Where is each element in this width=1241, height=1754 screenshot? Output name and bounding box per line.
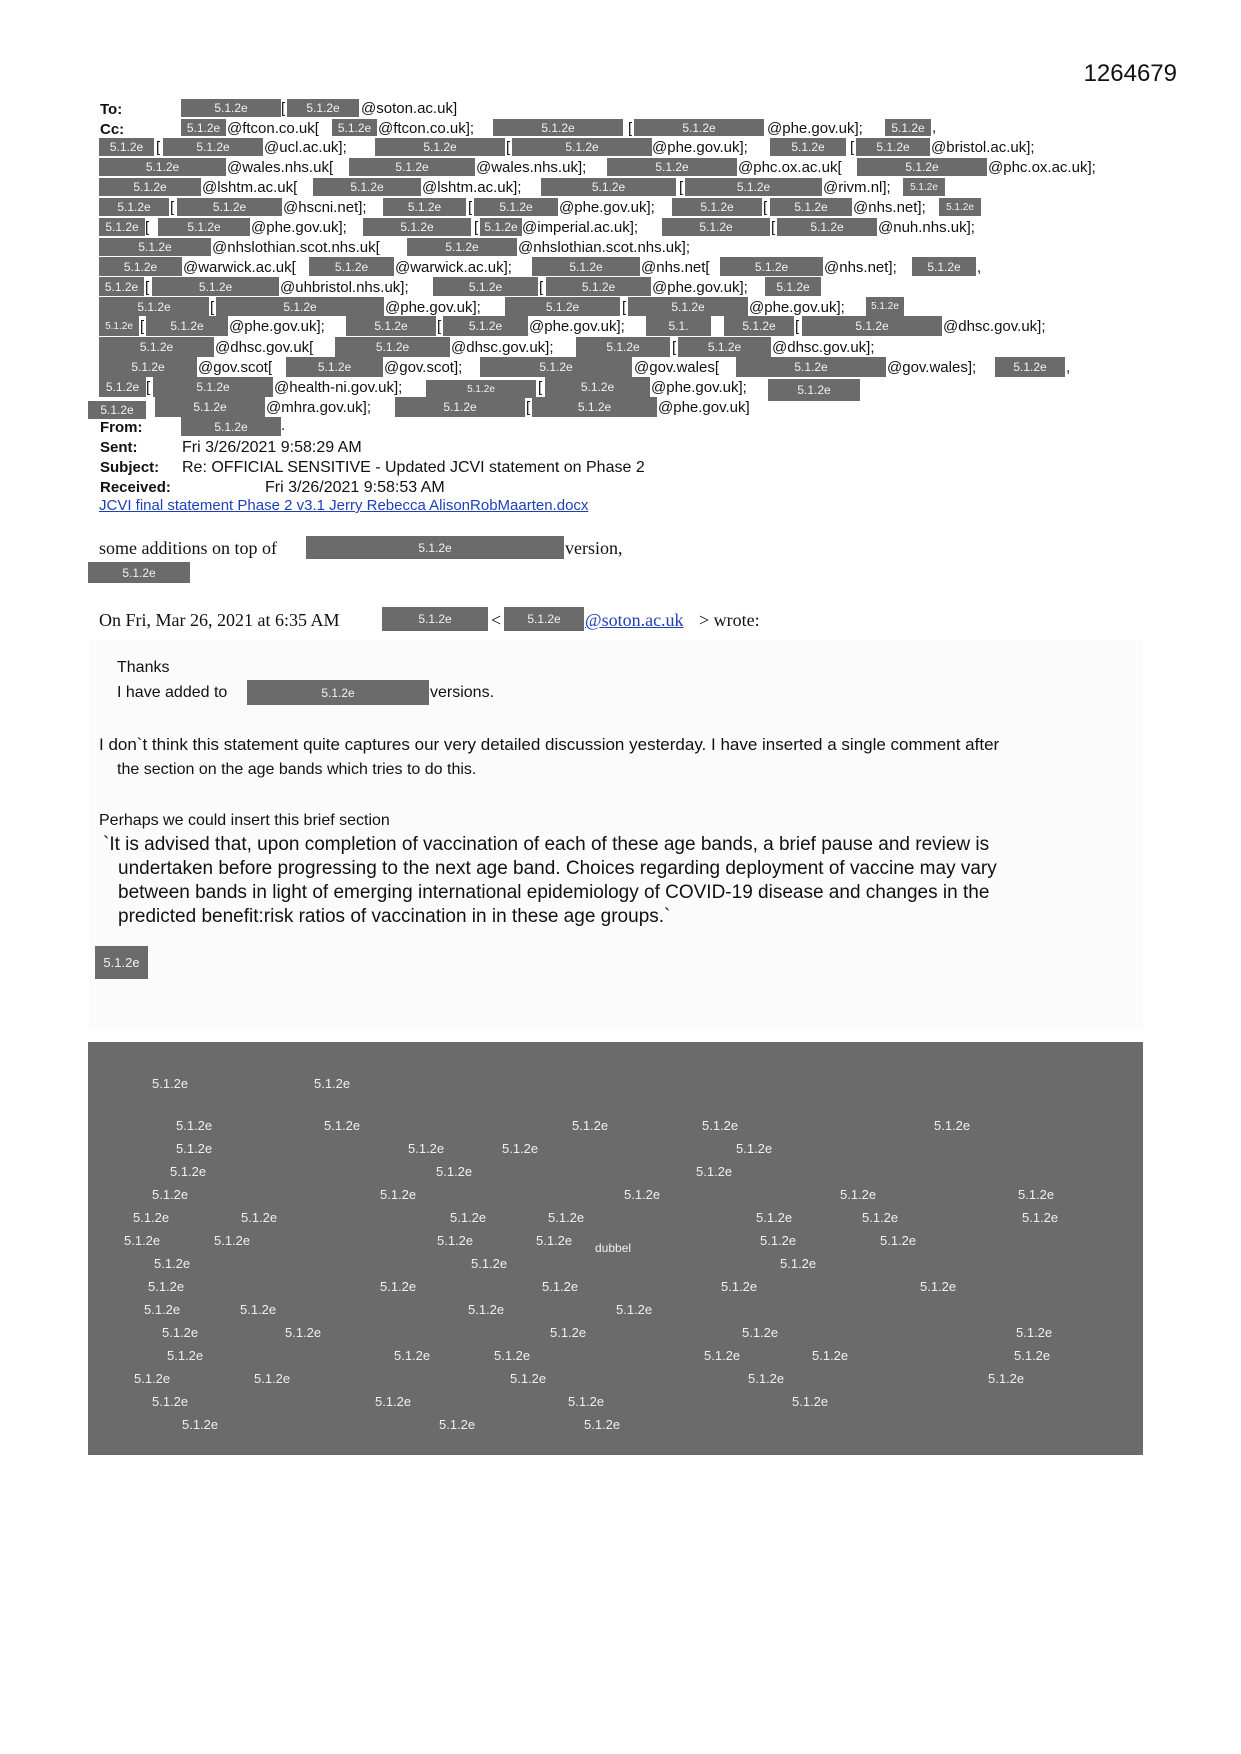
redaction-label: 5.1.2e [152,1187,189,1202]
redaction: 5.1.2e [628,297,748,316]
quote-line: `It is advised that, upon completion of vaccination of each of these age bands, a brief pause and review is [103,834,990,855]
redaction-label: 5.1.2e [240,1302,277,1317]
redaction-label: 5.1.2e [548,1210,585,1225]
redaction-label: 5.1.2e [394,1348,431,1363]
bracket: [ [850,139,855,156]
redaction: 5.1.2e [433,277,538,296]
redaction-label: 5.1.2e [152,1076,189,1091]
redaction-label: 5.1.2e [408,1141,445,1156]
email-domain: @gov.scot]; [384,359,463,376]
redaction-label: 5.1.2e [920,1279,957,1294]
redaction-label: 5.1.2e [375,1394,412,1409]
email-domain: @rivm.nl]; [823,179,891,196]
redaction: 5.1.2e [99,178,201,196]
redaction: 5.1.2e [768,379,860,401]
added-text-suffix: versions. [430,684,495,701]
added-text-prefix: I have added to [117,684,228,701]
received-label: Received: [100,479,171,496]
body-line1-suffix: version, [565,538,623,558]
redaction-label: 5.1.2e [510,1371,547,1386]
bracket: [ [281,100,286,117]
redaction-label: 5.1.2e [170,1164,207,1179]
redaction: 5.1. [646,316,711,336]
bracket: [ [156,139,161,156]
redaction-label: 5.1.2e [760,1233,797,1248]
bracket: [ [526,399,531,416]
email-domain: @phe.gov.uk]; [385,299,481,316]
redaction: 5.1.2e [480,218,522,236]
redaction-label: 5.1.2e [285,1325,322,1340]
email-domain: @dhsc.gov.uk]; [943,318,1046,335]
redaction-label: 5.1.2e [792,1394,829,1409]
redaction-label: 5.1.2e [324,1118,361,1133]
bracket: [ [763,199,768,216]
paragraph-1-line-1: I don`t think this statement quite captures our very detailed discussion yesterday. I have inserted a single comment after [99,735,1000,754]
redaction: 5.1.2e [541,178,676,196]
comma: , [932,119,937,136]
subject-value: Re: OFFICIAL SENSITIVE - Updated JCVI statement on Phase 2 [182,459,645,476]
redaction-label: 5.1.2e [584,1417,621,1432]
email-domain: @phe.gov.uk]; [749,299,845,316]
redaction: 5.1.2e [407,238,517,256]
bracket: [ [437,318,442,335]
redaction-label: 5.1.2e [862,1210,899,1225]
redaction: 5.1.2e [363,218,471,236]
redaction: 5.1.2e [532,257,640,276]
email-domain: @nhslothian.scot.nhs.uk[ [212,239,380,256]
redaction: 5.1.2e [99,297,209,316]
redaction-label: 5.1.2e [152,1394,189,1409]
body-line1-prefix: some additions on top of [99,538,277,558]
email-domain: @ftcon.co.uk[ [227,120,319,137]
paragraph-1-line-2: the section on the age bands which tries to do this. [117,761,477,778]
redaction-label: 5.1.2e [840,1187,877,1202]
redaction: 5.1.2e [662,218,770,236]
redaction-label: 5.1.2e [144,1302,181,1317]
redaction: 5.1.2e [720,257,823,276]
bracket: [ [628,120,633,137]
bracket: [ [679,179,684,196]
redacted-block [88,1042,1143,1455]
redaction: 5.1.2е [426,380,536,398]
email-domain: @hscni.net]; [283,199,367,216]
redaction: 5.1.2e [939,198,981,216]
redaction: 5.1.2e [672,198,762,216]
bracket: [ [170,199,175,216]
redaction: 5.1.2e [375,138,505,156]
redaction: 5.1.2e [349,158,475,176]
redaction-label: 5.1.2e [1016,1325,1053,1340]
quote-line: predicted benefit:risk ratios of vaccination in in these age groups.` [118,906,671,927]
redaction-label: 5.1.2e [148,1279,185,1294]
bracket: [ [795,318,800,335]
email-domain: @nhs.net]; [824,259,897,276]
redaction-label: 5.1.2e [380,1279,417,1294]
redaction: 5.1.2e [765,277,821,296]
redaction-label: 5.1.2e [176,1118,213,1133]
redaction: 5.1.2e [724,316,794,336]
redaction: 5.1.2e [903,178,945,196]
to-label: To: [100,101,123,118]
redaction-label: 5.1.2e [254,1371,291,1386]
redaction-label: 5.1.2e [742,1325,779,1340]
proposed-section-quote [103,833,1103,929]
email-domain: @nhs.net[ [641,259,710,276]
redaction-label: 5.1.2e [494,1348,531,1363]
redaction-label: 5.1.2e [721,1279,758,1294]
redaction: 5.1.2e [99,277,144,296]
redaction-label: 5.1.2e [162,1325,199,1340]
redaction-label: 5.1.2e [436,1164,473,1179]
attachment-link[interactable]: JCVI final statement Phase 2 v3.1 Jerry Rebecca AlisonRobMaarten.docx [99,497,589,514]
received-value: Fri 3/26/2021 9:58:53 AM [265,479,445,496]
email-domain: @phe.gov.uk]; [559,199,655,216]
email-domain: @phe.gov.uk]; [229,318,325,335]
bracket: [ [140,318,145,335]
redaction-label: 5.1.2e [380,1187,417,1202]
email-domain: @ucl.ac.uk]; [264,139,347,156]
subject-label: Subject: [100,459,160,476]
redaction: 5.1.2e [152,277,279,296]
email-domain: @phe.gov.uk]; [651,379,747,396]
redaction-label: 5.1.2e [934,1118,971,1133]
redaction: 5.1.2e [99,158,226,176]
redaction: 5.1.2e [216,297,384,316]
redaction-label: 5.1.2e [133,1210,170,1225]
redaction-label: 5.1.2e [702,1118,739,1133]
redaction: 5.1.2e [382,607,488,631]
email-domain: @warwick.ac.uk]; [395,259,512,276]
from-label: From: [100,419,143,436]
bracket: [ [145,219,150,236]
redaction: 5.1.2e [395,397,525,417]
email-domain: @phe.gov.uk]; [251,219,347,236]
redaction: 5.1.2e [99,218,145,236]
email-domain: @uhbristol.nhs.uk]; [280,279,409,296]
redaction: 5.1.2e [634,119,764,136]
email-domain: @wales.nhs.uk]; [476,159,587,176]
redaction-label: 5.1.2e [182,1417,219,1432]
redaction-label: 5.1.2e [502,1141,539,1156]
email-domain: @soton.ac.uk] [361,100,458,117]
redaction: 5.1.2e [493,119,623,136]
email-domain: @phc.ox.ac.uk[ [738,159,842,176]
redaction-label: 5.1.2e [780,1256,817,1271]
redaction: 5.1.2e [532,397,657,417]
bracket: [ [771,219,776,236]
redaction: 5.1.2e [576,337,670,357]
email-domain: @gov.wales]; [887,359,977,376]
bracket: [ [672,339,677,356]
quoted-email-link[interactable]: @soton.ac.uk [585,610,684,630]
redaction: 5.1.2e [802,316,942,336]
redaction-label: 5.1.2e [542,1279,579,1294]
bracket: [ [622,299,627,316]
redaction-label: 5.1.2e [704,1348,741,1363]
redaction-label: 5.1.2e [167,1348,204,1363]
bracket: [ [210,299,215,316]
bracket: [ [468,199,473,216]
bracket: [ [474,219,479,236]
redaction: 5.1.2e [153,377,273,397]
period: . [281,417,286,434]
redaction: 5.1.2e [99,357,197,377]
email-domain: @health-ni.gov.uk]; [274,379,403,396]
bracket: [ [538,379,543,396]
redaction: 5.1.2e [99,377,146,397]
redaction: 5.1.2e [685,178,822,196]
redaction: 5.1.2e [99,316,139,336]
redaction-label: 5.1.2e [450,1210,487,1225]
redaction-label: 5.1.2e [756,1210,793,1225]
email-domain: @gov.scot[ [198,359,273,376]
bracket: [ [506,139,511,156]
redaction: 5.1.2e [146,316,228,336]
thanks-text: Thanks [117,659,170,676]
redaction-label: 5.1.2e [812,1348,849,1363]
redaction: 5.1.2e [545,377,650,397]
email-domain: @dhsc.gov.uk]; [451,339,554,356]
email-domain: @dhsc.gov.uk]; [772,339,875,356]
quoted-intro: On Fri, Mar 26, 2021 at 6:35 AM [99,610,340,630]
redaction-label: 5.1.2e [1014,1348,1051,1363]
email-domain: @lshtm.ac.uk[ [202,179,298,196]
quote-line: undertaken before progressing to the next age band. Choices regarding deployment of vaccine may vary [118,858,997,879]
email-domain: @nuh.nhs.uk]; [878,219,975,236]
email-domain: @warwick.ac.uk[ [183,259,296,276]
redaction: 5.1.2e [99,337,214,357]
email-domain: @ftcon.co.uk]; [378,120,475,137]
redaction: 5.1.2e [177,198,282,216]
redaction: 5.1.2e [99,238,211,256]
redaction: 5.1.2e [770,138,846,156]
email-domain: @wales.nhs.uk[ [227,159,334,176]
document-id: 1264679 [1083,60,1177,87]
redaction-label: 5.1.2e [568,1394,605,1409]
redaction-label: 5.1.2e [696,1164,733,1179]
bracket: [ [145,279,150,296]
redaction: 5.1.2e [480,357,632,377]
redaction-label: 5.1.2e [536,1233,573,1248]
redaction-label: 5.1.2e [880,1233,917,1248]
redaction-label: 5.1.2e [124,1233,161,1248]
redaction-label: 5.1.2e [437,1233,474,1248]
redaction: 5.1.2e [287,99,359,117]
redaction: 5.1.2e [474,198,558,216]
email-domain: @phe.gov.uk]; [652,279,748,296]
email-domain: @phc.ox.ac.uk]; [988,159,1096,176]
email-domain: @phe.gov.uk] [658,399,750,416]
redaction: 5.1.2e [181,99,281,117]
redaction: 5.1.2e [99,198,169,216]
redaction: 5.1.2e [155,397,265,417]
email-domain: @phe.gov.uk]; [652,139,748,156]
email-domain: @phe.gov.uk]; [529,318,625,335]
redaction-label: 5.1.2e [439,1417,476,1432]
redaction: 5.1.2e [736,357,886,377]
redaction: 5.1.2e [443,316,528,336]
redaction: 5.1.2e [546,277,651,296]
redaction: 5.1.2e [88,401,146,419]
redaction: 5.1.2e [99,257,182,276]
redaction: 5.1.2e [163,138,263,156]
redaction: 5.1.2e [181,119,226,136]
comma: , [1066,359,1071,376]
email-domain: @phe.gov.uk]; [767,120,863,137]
email-domain: @bristol.ac.uk]; [931,139,1035,156]
redaction-label: 5.1.2e [1022,1210,1059,1225]
redaction-label: 5.1.2e [468,1302,505,1317]
comma: , [977,259,982,276]
bracket: [ [146,379,151,396]
redaction: 5.1.2e [335,337,450,357]
email-domain: @nhs.net]; [853,199,926,216]
redaction: 5.1.2e [607,158,737,176]
redaction: 5.1.2e [247,680,429,705]
redaction-label: 5.1.2e [988,1371,1025,1386]
redaction: 5.1.2e [857,158,987,176]
redaction-label: 5.1.2e [154,1256,191,1271]
redaction-label: 5.1.2e [314,1076,351,1091]
redaction: 5.1.2e [777,218,877,236]
dubbel-label: dubbel [595,1241,632,1255]
redaction: 5.1.2e [306,536,564,559]
redaction: 5.1.2e [866,297,904,316]
redaction: 5.1.2e [309,257,394,276]
sent-label: Sent: [100,439,138,456]
redaction: 5.1.2e [313,178,421,196]
email-domain: @gov.wales[ [634,359,719,376]
redaction-label: 5.1.2e [471,1256,508,1271]
redaction: 5.1.2e [504,607,584,631]
redaction: 5.1.2e [770,198,852,216]
redaction: 5.1.2e [678,337,771,357]
signature-redaction: 5.1.2e [95,946,148,979]
redaction-label: 5.1.2e [748,1371,785,1386]
email-domain: @nhslothian.scot.nhs.uk]; [518,239,690,256]
redaction-label: 5.1.2e [736,1141,773,1156]
redaction-label: 5.1.2e [624,1187,661,1202]
redaction: 5.1.2e [505,297,620,316]
redaction-label: 5.1.2e [241,1210,278,1225]
redaction-label: 5.1.2e [134,1371,171,1386]
email-domain: @lshtm.ac.uk]; [422,179,522,196]
redaction-label: 5.1.2e [572,1118,609,1133]
redaction: 5.1.2e [995,357,1065,377]
redaction: 5.1.2e [912,257,976,276]
quoted-intro-suffix: > wrote: [699,610,760,630]
quote-line: between bands in light of emerging international epidemiology of COVID-19 disease and changes in the [118,882,990,903]
redaction-label: 5.1.2e [176,1141,213,1156]
redaction-label: 5.1.2e [616,1302,653,1317]
redaction: 5.1.2e [332,119,377,136]
redaction: 5.1.2e [158,218,250,236]
lt-sign: < [491,610,502,630]
cc-label: Cc: [100,121,125,138]
email-domain: @mhra.gov.uk]; [266,399,371,416]
redaction: 5.1.2e [88,562,190,583]
redaction-label: 5.1.2e [550,1325,587,1340]
redaction: 5.1.2e [346,316,436,336]
redaction: 5.1.2e [99,138,154,156]
email-domain: @dhsc.gov.uk[ [215,339,314,356]
redaction: 5.1.2e [885,119,931,136]
redaction: 5.1.2e [286,357,383,377]
redaction: 5.1.2e [383,198,466,216]
bracket: [ [539,279,544,296]
redaction-label: 5.1.2e [1018,1187,1055,1202]
redaction: 5.1.2e [512,138,652,156]
redaction-label: 5.1.2e [214,1233,251,1248]
sent-value: Fri 3/26/2021 9:58:29 AM [182,439,362,456]
paragraph-2: Perhaps we could insert this brief section [99,812,390,829]
email-domain: @imperial.ac.uk]; [522,219,639,236]
redaction: 5.1.2e [181,417,281,436]
redaction: 5.1.2e [856,138,930,156]
